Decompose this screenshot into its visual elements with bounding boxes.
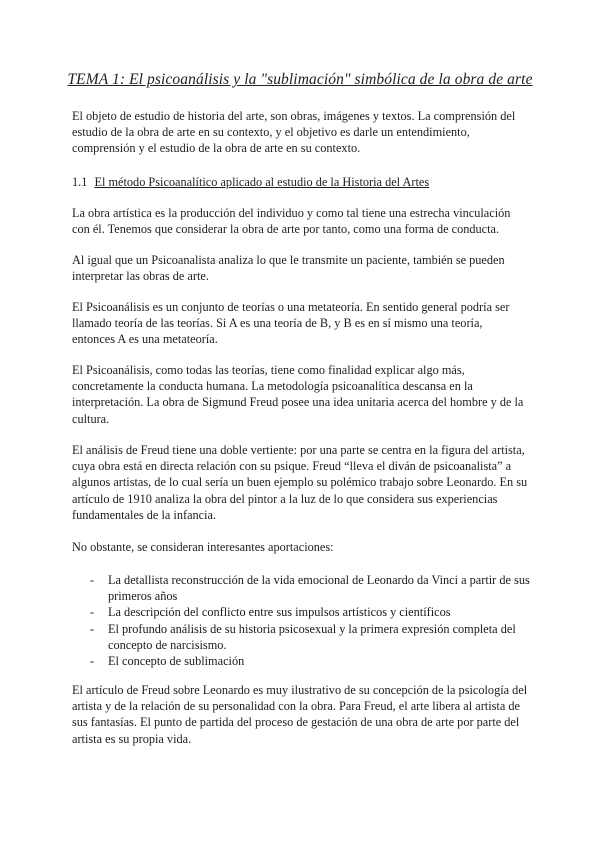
list-item: [72, 572, 532, 604]
paragraph-psicoanalista: Al igual que un Psicoanalista analiza lo que le transmite un paciente, también se pueden interpretar las obras de arte.: [72, 253, 505, 284]
list-item-text: El profundo análisis de su historia psicosexual y la primera expresión completa del concepto de narcisismo.: [108, 621, 516, 652]
section-heading: [72, 174, 528, 190]
paragraph-analisis-freud: El análisis de Freud tiene una doble vertiente: por una parte se centra en la figura del artista, cuya obra está en directa relación con su psique. Freud “lleva el diván de psicoanalista” a algunos artistas, de lo cual sería un buen ejemplo su polémico trabajo sobre Leonardo. En su artículo de 1910 analiza la obra del pintor a la luz de lo que considera sus experiencias fundamentales de la infancia.: [72, 443, 528, 522]
aportaciones-list: [72, 572, 532, 669]
list-item: [72, 621, 532, 653]
list-item-text: El concepto de sublimación: [108, 654, 245, 669]
paragraph-metateoria: El Psicoanálisis es un conjunto de teorías o una metateoría. En sentido general podría ser llamado teoría de las teorías. Si A es una teoría de B, y B es en sí mismo una teoría, entonces A es una metateoría.: [72, 300, 510, 347]
section-number: 1.1: [72, 175, 88, 189]
bullet-dash: -: [90, 654, 95, 669]
closing-paragraph: El artículo de Freud sobre Leonardo es muy ilustrativo de su concepción de la psicología del artista y de la relación de su personalidad con la obra. Para Freud, el arte libera al artista de sus fantasías. El punto de partida del proceso de gestación de una obra de arte por parte del artista es su propia vida.: [72, 683, 528, 746]
list-item-text: La detallista reconstrucción de la vida emocional de Leonardo da Vinci a partir de sus primeros años: [108, 573, 530, 604]
intro-paragraph: El objeto de estudio de historia del arte, son obras, imágenes y textos. La comprensión del estudio de la obra de arte en su contexto, y el objetivo es darle un entendimiento, comprensión y el estudio de la obra de arte en su contexto.: [72, 109, 516, 156]
bullet-dash: -: [90, 605, 95, 620]
list-item: [72, 604, 532, 620]
paragraph-obra-artistica: La obra artística es la producción del individuo y como tal tiene una estrecha vinculación con él. Tenemos que considerar la obra de arte por tanto, como una forma de conducta.: [72, 206, 511, 237]
document-title: TEMA 1: El psicoanálisis y la "sublimación" simbólica de la obra de arte: [67, 71, 533, 88]
paragraph-conducta-humana: El Psicoanálisis, como todas las teorías, tiene como finalidad explicar algo más, concretamente la conducta humana. La metodología psicoanalítica descansa en la interpretación. La obra de Sigmund Freud posee una idea unitaria acerca del hombre y de la cultura.: [72, 363, 524, 426]
section-heading-text: El método Psicoanalítico aplicado al estudio de la Historia del Artes: [94, 175, 430, 189]
bullet-dash: -: [90, 573, 95, 587]
list-item: [72, 653, 532, 669]
paragraph-aportaciones: No obstante, se consideran interesantes aportaciones:: [72, 540, 334, 554]
bullet-dash: -: [90, 621, 95, 636]
list-item-text: La descripción del conflicto entre sus impulsos artísticos y científicos: [108, 605, 451, 620]
